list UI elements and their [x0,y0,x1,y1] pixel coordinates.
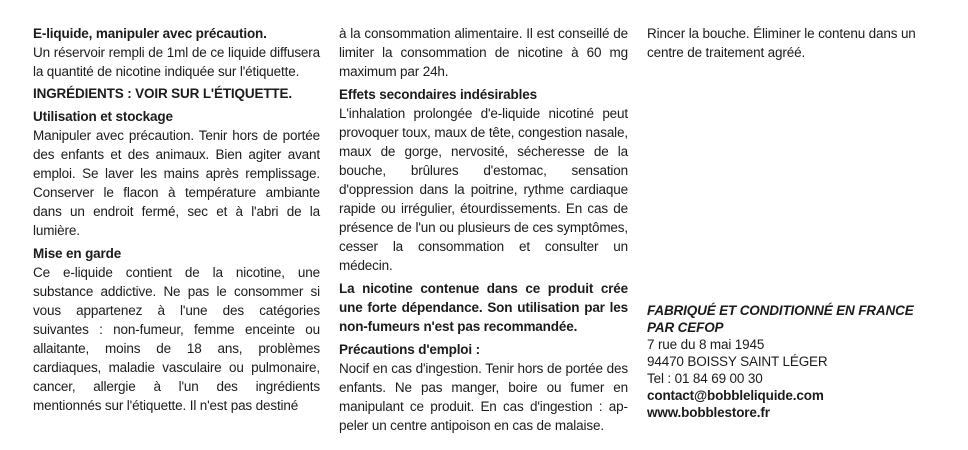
rinse-disposal-text: Rincer la bouche. Éliminer le contenu dans un centre de traitement agréé. [647,26,916,60]
caution-text-continued: à la consommation alimentaire. Il est conseillé de limiter la consommation de nicotine à 60 mg maximum par 24h. [339,26,628,79]
nicotine-dependence-warning: La nicotine contenue dans ce produit crée une forte dépendance. Son utilisation par les non-fumeurs n'est pas recommandée. [339,281,628,334]
made-in-line: FABRIQUÉ ET CONDITIONNÉ EN FRANCE [647,303,914,318]
precautions-heading: Précautions d'emploi : [339,342,480,357]
website-line: www.bobblestore.fr [647,405,770,420]
reservoir-note: Un réservoir rempli de 1ml de ce liquide diffusera la quantité de nicotine indiquée sur l'étiquette. [33,45,320,79]
precautions-text: Nocif en cas d'ingestion. Tenir hors de portée des enfants. Ne pas manger, boire ou fumer en manipulant ce produit. En cas d'ingestion : appeler un centre antipoison en cas de malaise. [339,361,628,433]
product-warning-title: E-liquide, manipuler avec précaution. [33,26,267,41]
manufacturer-name-line: PAR CEFOP [647,320,724,335]
usage-storage-text: Manipuler avec précaution. Tenir hors de portée des enfants et des animaux. Bien agiter avant emploi. Se laver les mains après remplissage. Conserver le flacon à température ambiante dans un endroit fermé, sec et à l'abri de la lumière. [33,128,320,238]
column-left [33,24,320,450]
caution-heading: Mise en garde [33,246,122,261]
ingredients-note: INGRÉDIENTS : VOIR SUR L'ÉTIQUETTE. [33,86,292,101]
phone-line: Tel : 01 84 69 00 30 [647,371,763,386]
address-street: 7 rue du 8 mai 1945 [647,337,765,352]
column-right [647,24,938,450]
usage-storage-heading: Utilisation et stockage [33,109,173,124]
manufacturer-block [647,302,938,421]
column-middle [339,24,628,450]
address-city: 94470 BOISSY SAINT LÉGER [647,354,828,369]
side-effects-heading: Effets secondaires indésirables [339,87,537,102]
side-effects-text: L'inhalation prolongée d'e-liquide nicotiné peut provoquer toux, maux de tête, congestion nasale, maux de gorge, nervosité, sécheresse de la bouche, brûlures d'estomac, sensation d'oppression dans la poitrine, rythme cardiaque rapide ou irrégulier, étourdissements. En cas de présence de l'un ou plusieurs de ces symptômes, cesser la consommation et consulter un médecin. [339,106,628,273]
caution-text: Ce e-liquide contient de la nicotine, une substance addictive. Ne pas le consommer si vous appartenez à l'une des catégories suivantes : non-fumeur, femme enceinte ou allaitante, moins de 18 ans, problèmes cardiaques, maladie vasculaire ou pulmonaire, cancer, allergie à l'un des ingrédients mentionnés sur l'étiquette. Il n'est pas destiné [33,265,320,413]
email-line: contact@bobbleliquide.com [647,388,824,403]
